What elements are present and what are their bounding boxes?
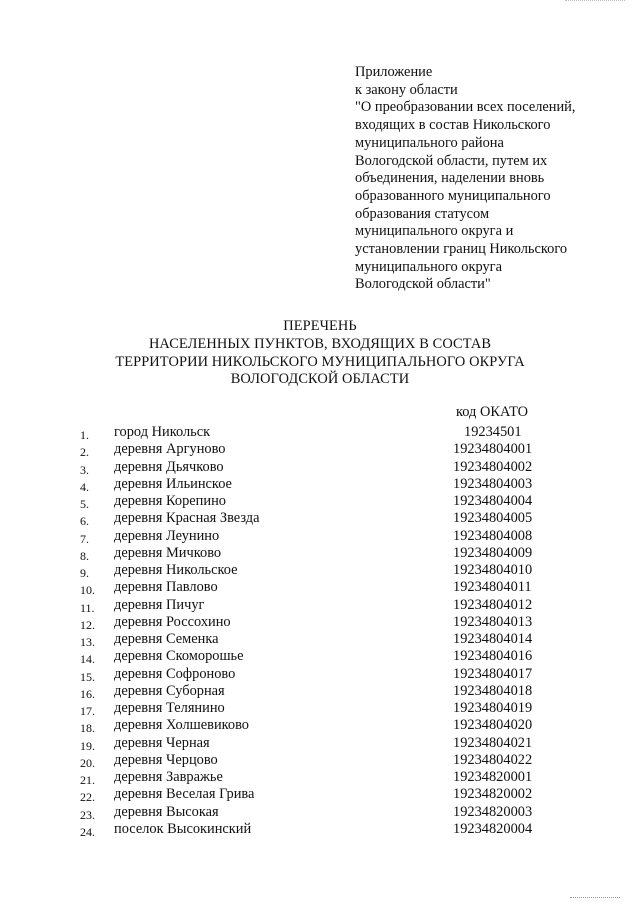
settlement-name: деревня Аргуново <box>114 441 226 458</box>
settlement-name: деревня Леунино <box>114 527 220 544</box>
settlement-name: деревня Суборная <box>114 682 225 699</box>
settlement-name: деревня Черцово <box>114 751 218 768</box>
table-row <box>0 821 640 838</box>
table-row <box>0 424 640 441</box>
table-row <box>0 545 640 562</box>
settlement-name: город Никольск <box>114 424 211 440</box>
settlement-name: деревня Холшевиково <box>114 717 249 734</box>
appendix-line: Приложение <box>355 64 433 80</box>
okato-code: 19234804022 <box>453 751 533 768</box>
row-number: 21. <box>80 773 95 787</box>
row-number: 23. <box>80 807 95 822</box>
table-row <box>0 648 640 665</box>
row-number: 11. <box>80 600 95 615</box>
okato-code: 19234804011 <box>453 579 532 596</box>
row-number: 1. <box>80 428 89 442</box>
table-row <box>0 769 640 786</box>
title-line: ТЕРРИТОРИИ НИКОЛЬСКОГО МУНИЦИПАЛЬНОГО ОКРУГА <box>115 353 525 370</box>
okato-code: 19234804018 <box>453 682 533 699</box>
row-number: 7. <box>80 531 89 546</box>
okato-code: 19234804019 <box>453 700 533 716</box>
row-number: 6. <box>80 514 89 529</box>
row-number: 20. <box>80 755 95 770</box>
scan-mark-bottom <box>570 897 620 904</box>
table-row <box>0 804 640 821</box>
row-number: 14. <box>80 652 95 667</box>
table-row <box>0 631 640 648</box>
okato-code: 19234804020 <box>453 717 533 734</box>
settlement-name: деревня Пичуг <box>114 596 205 613</box>
table-row <box>0 597 640 614</box>
okato-code: 19234820004 <box>453 820 533 837</box>
row-number: 8. <box>80 548 89 563</box>
row-number: 5. <box>80 497 89 511</box>
table-row <box>0 459 640 476</box>
okato-code: 19234804004 <box>453 493 533 509</box>
okato-code: 19234804001 <box>453 441 533 458</box>
scan-mark-top <box>565 0 625 5</box>
row-number: 4. <box>80 479 89 494</box>
okato-code: 19234501 <box>464 424 522 440</box>
row-number: 2. <box>80 445 89 460</box>
row-number: 9. <box>80 566 89 580</box>
appendix-line: входящих в состав Никольского <box>355 117 551 134</box>
settlement-name: деревня Корепино <box>114 493 226 509</box>
okato-code: 19234820003 <box>453 803 533 820</box>
table-row <box>0 683 640 700</box>
appendix-line: Вологодской области" <box>355 276 491 293</box>
settlement-name: деревня Павлово <box>114 579 218 596</box>
table-row <box>0 735 640 752</box>
table-row <box>0 752 640 769</box>
row-number: 16. <box>80 686 95 701</box>
okato-code: 19234820002 <box>453 786 533 803</box>
row-number: 13. <box>80 635 95 649</box>
settlement-name: деревня Семенка <box>114 631 219 647</box>
settlement-name: деревня Россохино <box>114 613 231 630</box>
appendix-line: объединения, наделении вновь <box>355 170 545 187</box>
table-row <box>0 510 640 527</box>
settlement-name: деревня Мичково <box>114 544 222 561</box>
table-row <box>0 476 640 493</box>
appendix-line: образования статусом <box>355 205 490 222</box>
okato-code-header: код ОКАТО <box>456 404 529 420</box>
table-row <box>0 614 640 631</box>
table-row <box>0 717 640 734</box>
settlement-list <box>0 424 640 838</box>
okato-code: 19234804010 <box>453 562 533 578</box>
title-line: НАСЕЛЕННЫХ ПУНКТОВ, ВХОДЯЩИХ В СОСТАВ <box>148 335 492 352</box>
okato-code: 19234820001 <box>453 769 533 785</box>
title-line: ПЕРЕЧЕНЬ <box>283 318 357 334</box>
appendix-line: образованного муниципального <box>355 187 551 204</box>
settlement-name: деревня Дьячково <box>114 458 224 475</box>
settlement-name: деревня Софроново <box>114 665 236 682</box>
settlement-name: деревня Высокая <box>114 803 219 820</box>
settlement-name: деревня Красная Звезда <box>114 510 260 527</box>
row-number: 17. <box>80 704 95 718</box>
row-number: 18. <box>80 721 95 736</box>
appendix-block <box>355 64 625 294</box>
row-number: 10. <box>80 583 95 598</box>
appendix-line: муниципального района <box>355 134 504 151</box>
okato-code: 19234804008 <box>453 527 533 544</box>
row-number: 24. <box>80 824 95 839</box>
okato-code: 19234804009 <box>453 544 533 561</box>
appendix-line: к закону области <box>355 81 458 98</box>
okato-code: 19234804012 <box>453 596 533 613</box>
appendix-line: "О преобразовании всех поселений, <box>355 99 576 116</box>
settlement-name: деревня Завражье <box>114 769 223 785</box>
table-row <box>0 700 640 717</box>
settlement-name: деревня Скоморошье <box>114 648 244 665</box>
appendix-line: установлении границ Никольского <box>355 241 568 258</box>
appendix-line: муниципального округа и <box>355 223 514 240</box>
okato-code: 19234804002 <box>453 458 533 475</box>
settlement-name: деревня Никольское <box>114 562 238 578</box>
table-row <box>0 562 640 579</box>
row-number: 12. <box>80 617 95 632</box>
settlement-name: деревня Черная <box>114 734 210 751</box>
table-row <box>0 441 640 458</box>
okato-code: 19234804014 <box>453 631 533 647</box>
appendix-line: Вологодской области, путем их <box>355 152 548 169</box>
settlement-name: деревня Телянино <box>114 700 225 716</box>
settlement-name: деревня Ильинское <box>114 475 232 492</box>
title-line: ВОЛОГОДСКОЙ ОБЛАСТИ <box>230 371 410 388</box>
appendix-line: муниципального округа <box>355 258 502 275</box>
document-title <box>0 318 640 389</box>
row-number: 19. <box>80 738 95 753</box>
table-row <box>0 528 640 545</box>
row-number: 3. <box>80 462 89 477</box>
table-row <box>0 666 640 683</box>
okato-code: 19234804013 <box>453 613 533 630</box>
table-row <box>0 786 640 803</box>
settlement-name: деревня Веселая Грива <box>114 786 255 803</box>
okato-code: 19234804005 <box>453 510 533 527</box>
okato-code: 19234804003 <box>453 475 533 492</box>
table-row <box>0 579 640 596</box>
settlement-name: поселок Высокинский <box>114 820 252 837</box>
okato-code: 19234804017 <box>453 665 533 682</box>
okato-code: 19234804021 <box>453 734 533 751</box>
table-row <box>0 493 640 510</box>
row-number: 15. <box>80 669 95 684</box>
okato-code: 19234804016 <box>453 648 533 665</box>
row-number: 22. <box>80 790 95 805</box>
